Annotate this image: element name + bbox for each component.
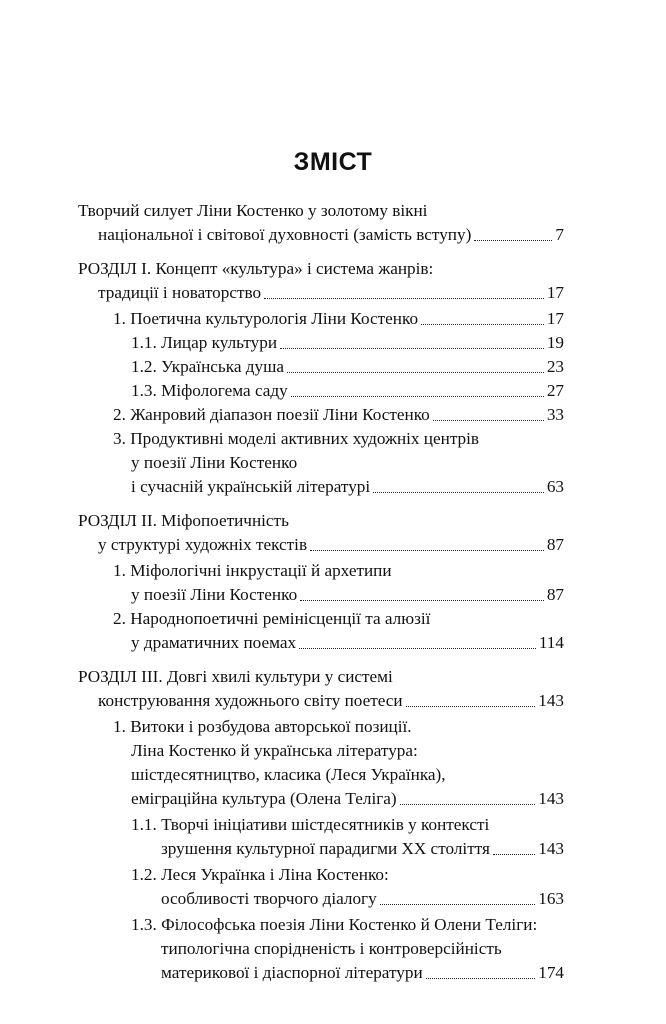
toc-entry[interactable] — [161, 838, 564, 860]
dot-leader — [300, 600, 544, 601]
toc-entry[interactable] — [113, 404, 564, 426]
toc-line: 1. Міфологічні інкрустації й архетипи — [113, 561, 392, 580]
toc-entry-title: материкової і діаспорної літератури — [161, 963, 423, 982]
toc-page-number: 143 — [538, 789, 564, 808]
toc-page-number: 23 — [546, 357, 564, 376]
toc-line: РОЗДІЛ II. Міфопоетичність — [78, 511, 289, 530]
toc-entry-title: у драматичних поемах — [131, 633, 297, 652]
toc-entry-title: національної і світової духовності (замість вступу) — [98, 225, 472, 244]
toc-entry-title: 1.1. Лицар культури — [131, 333, 278, 352]
toc-line: 3. Продуктивні моделі активних художніх центрів — [113, 429, 480, 448]
toc-page-number: 63 — [546, 477, 564, 496]
toc-entry[interactable] — [113, 308, 564, 330]
dot-leader — [299, 648, 536, 649]
toc-line: 1.3. Філософська поезія Ліни Костенко й Олени Теліги: — [131, 915, 538, 934]
toc-page-number: 17 — [546, 283, 564, 302]
toc-entry[interactable] — [98, 534, 564, 556]
toc-page-number: 163 — [538, 889, 564, 908]
dot-leader — [421, 324, 544, 325]
toc-line: 1.2. Леся Українка і Ліна Костенко: — [131, 865, 389, 884]
toc-line: 2. Народнопоетичні ремінісценції та алюзії — [113, 609, 431, 628]
toc-entry[interactable] — [161, 888, 564, 910]
toc-entry-title: особливості творчого діалогу — [161, 889, 377, 908]
toc-page-number: 114 — [538, 633, 564, 652]
toc-entry[interactable] — [131, 476, 564, 498]
toc-line: 1. Витоки і розбудова авторської позиції. — [113, 717, 412, 736]
toc-entry-title: конструювання художнього світу поетеси — [98, 691, 403, 710]
toc-entry-title: 1.3. Міфологема саду — [131, 381, 288, 400]
toc-entry-title: традиції і новаторство — [98, 283, 262, 302]
toc-entry-title: у структурі художніх текстів — [98, 535, 308, 554]
toc-entry[interactable] — [131, 632, 564, 654]
toc-line: шістдесятництво, класика (Леся Українка), — [131, 765, 446, 784]
toc-entry-title: 1.2. Українська душа — [131, 357, 284, 376]
dot-leader — [264, 298, 544, 299]
toc-entry-title: еміграційна культура (Олена Теліга) — [131, 789, 397, 808]
toc-entry[interactable] — [98, 224, 564, 246]
toc-page-number: 87 — [546, 535, 564, 554]
toc-entry[interactable] — [131, 332, 564, 354]
toc-page-number: 7 — [555, 225, 564, 244]
toc-entry[interactable] — [131, 584, 564, 606]
toc-entry[interactable] — [131, 788, 564, 810]
dot-leader — [291, 396, 544, 397]
dot-leader — [406, 706, 536, 707]
toc-entry-title: зрушення культурної парадигми XX століття — [161, 839, 490, 858]
dot-leader — [310, 550, 544, 551]
toc-page-number: 33 — [546, 405, 564, 424]
toc-entry-title: у поезії Ліни Костенко — [131, 585, 298, 604]
dot-leader — [474, 240, 552, 241]
dot-leader — [400, 804, 536, 805]
toc-entry[interactable] — [98, 282, 564, 304]
toc-page-number: 143 — [538, 839, 564, 858]
toc-line: Ліна Костенко й українська література: — [131, 741, 418, 760]
toc-page-number: 17 — [546, 309, 564, 328]
toc-page-number: 174 — [538, 963, 564, 982]
toc-line: 1.1. Творчі ініціативи шістдесятників у контексті — [131, 815, 490, 834]
page-title: ЗМІСТ — [293, 148, 373, 176]
dot-leader — [426, 978, 536, 979]
toc-line: типологічна спорідненість і контроверсійність — [161, 939, 502, 958]
dot-leader — [373, 492, 544, 493]
toc-entry-title: і сучасній українській літературі — [131, 477, 371, 496]
toc-page-number: 87 — [546, 585, 564, 604]
toc-page-number: 19 — [546, 333, 564, 352]
toc-entry-title: 2. Жанровий діапазон поезії Ліни Костенко — [113, 405, 430, 424]
toc-entry-title: 1. Поетична культурологія Ліни Костенко — [113, 309, 419, 328]
toc-entry[interactable] — [98, 690, 564, 712]
toc-line: РОЗДІЛ III. Довгі хвилі культури у системі — [78, 667, 393, 686]
toc-page-number: 143 — [538, 691, 564, 710]
toc-entry[interactable] — [131, 356, 564, 378]
dot-leader — [280, 348, 544, 349]
toc-line: РОЗДІЛ I. Концепт «культура» і система жанрів: — [78, 259, 434, 278]
dot-leader — [380, 904, 536, 905]
dot-leader — [287, 372, 544, 373]
toc-line: Творчий силует Ліни Костенко у золотому вікні — [78, 201, 428, 220]
dot-leader — [493, 854, 535, 855]
toc-line: у поезії Ліни Костенко — [131, 453, 298, 472]
toc-entry[interactable] — [131, 380, 564, 402]
toc-entry[interactable] — [161, 962, 564, 984]
toc-page-number: 27 — [546, 381, 564, 400]
dot-leader — [433, 420, 544, 421]
